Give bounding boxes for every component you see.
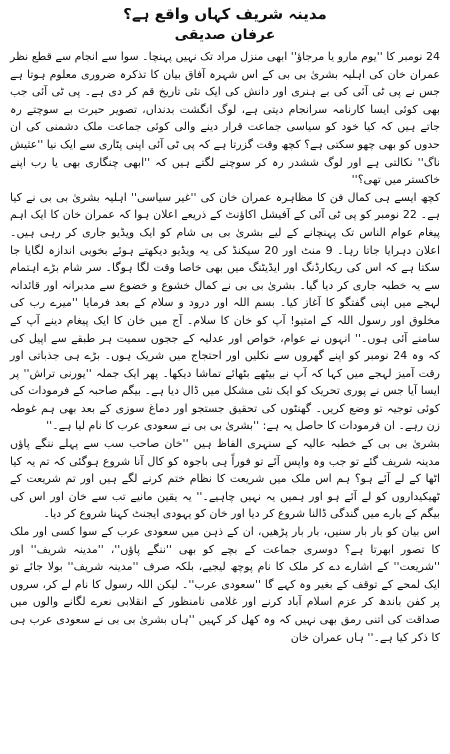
article-paragraph-2: کچھ ایسے ہی کمال فن کا مظاہرہ عمران خان کی ''غیر سیاسی'' اہلیہ بشریٰ بی بی نے کیا ہے۔ 22 نومبر کو پی ٹی آئی کے آفیشل اکاؤنٹ کے ذریعے اعلان ہوا کہ عمران خان کا ایک اہم پیغام عوام الناس تک پہنچانے کے لیے بشریٰ بی بی شام کو ایک ویڈیو جاری کر رہی ہیں۔ اعلان دہرایا جاتا رہا۔ 9 منٹ اور 20 سیکنڈ کی یہ ویڈیو دیکھتے ہوئے بخوبی اندازہ لگایا جا سکتا ہے کہ اس کی ریکارڈنگ اور ایڈیٹنگ میں بھی خاصا وقت لگا ہوگا۔ سر شام بڑے اہتمام سے یہ خطبہ جاری کر دیا گیا۔ بشریٰ بی بی نے کمال خشوع و خضوع سے مدبرانہ اور قائدانہ لہجے میں اپنی گفتگو کا آغاز کیا۔ بسم اللہ اور درود و سلام کے بعد فرمایا ''میرے رب کی مخلوق اور رسول اللہ کے امتیو! آپ کو خان کا سلام۔ آج میں خان کا ایک پیغام دینے آپ کے سامنے آئی ہوں۔'' انہوں نے عوام، خواص اور عدلیہ کے ججوں سمیت ہر طبقے سے اپیل کی کہ وہ 24 نومبر کو اپنے گھروں سے نکلیں اور احتجاج میں شریک ہوں۔ بڑے ہی جذباتی اور رقت آمیز لہجے میں کہا کہ آپ نے بیٹھے بٹھائے تماشا دیکھا۔ پھر ایک جملہ ''یورنی تراش'' پر ایسا آیا جس نے پوری تحریک کو ایک نئی مشکل میں ڈال دیا ہے۔ بیگم صاحبہ کے فرمودات کی کوئی توجیہ تو وضع کریں۔ گھنٹوں کی تحقیق جستجو اور دماغ سوزی کے بعد بھی ہم غوطہ زن رہے۔ ان فرمودات کا حاصل یہ ہے: ''بشریٰ بی بی نے سعودی عرب کا نام لیا ہے۔'' <box>10 190 440 433</box>
article-paragraph-4: اس بیان کو بار بار سنیں، بار بار پڑھیں، ان کے ذہن میں سعودی عرب کے سوا کسی اور ملک کا تصور ابھرتا ہے؟ دوسری جماعت کے بچے کو بھی ''ننگے پاؤں''، ''مدینہ شریف'' اور ''شریعت'' کے اشارے دے کر ملک کا نام پوچھ لیجیے، بلکہ صرف ''مدینہ شریف'' بولا جائے تو ایک لمحے کے توقف کے بغیر وہ کہے گا ''سعودی عرب''۔ لیکن اللہ رسول کا نام لے کر، سروں پر کفن باندھ کر عزم اسلام آباد کرنے اور غلامی نامنظور کے انقلابی نعرے لگانے والوں میں صداقت کی اتنی رمق بھی نہیں کہ وہ کھل کر کہیں ''ہاں بشریٰ بی بی نے سعودی عرب ہی کا ذکر کیا ہے۔'' ہاں عمران خان <box>10 525 440 644</box>
article-paragraph-3: بشریٰ بی بی کے خطبہ عالیہ کے سنہری الفاظ ہیں ''خان صاحب سب سے پہلے ننگے پاؤں مدینہ شریف گئے تو جب وہ واپس آئے تو فوراً ہی باجوہ کو کال آنا شروع ہوگئی کہ تم یہ کیا اٹھا کے لے آئے ہو؟ ہم اس ملک میں شریعت کا نظام ختم کرنے لگے ہیں اور تم شریعت کے ٹھیکیداروں کو لے آئے ہو اور ہمیں یہ نہیں چاہیے۔'' یہ یقین مانیے تب سے خان اور اس کی بیگم کے بارے میں گندگی ڈالنا شروع کر دیا اور خان کو یہودی ایجنٹ کہنا شروع کر دیا۔ <box>10 437 440 521</box>
article-author: عرفان صدیقی <box>174 27 276 43</box>
article-paragraph-1: 24 نومبر کا ''یوم مارو یا مرجاؤ'' ابھی منزل مراد تک نہیں پہنچا۔ سوا سے انجام سے قطع نظر عمران خان کی اہلیہ بشریٰ بی بی کے اس شہرہ آفاق بیان کا تذکرہ ضروری معلوم ہوتا ہے جس نے پی ٹی آئی کی بے ہنری اور دانش کی ایک نئی تاریخ قم کر دی ہے۔ پی ٹی آئی جب بھی کوئی ایسا کارنامہ سرانجام دیتی ہے، لوگ انگشت بدنداں، تصویر حیرت بے سوچتے رہ جاتے ہیں کہ کیا خود کو سیاسی جماعت قرار دینے والی کوئی جماعت ملک دشمنی کی ان حدوں کو بھی چھو سکتی ہے؟ کچھ وقت گزرتا ہے کہ پی ٹی آئی اپنی پٹاری سے ایک نیا ''عثیش ناگ'' نکالتی ہے اور لوگ ششدر رہ کر سوچنے لگتے ہیں کہ ''ابھی چنگاری بھی یا رب اپنے خاکستر میں تھی؟'' <box>10 50 440 187</box>
article-title: مدینہ شریف کہاں واقع ہے؟ <box>123 5 327 23</box>
